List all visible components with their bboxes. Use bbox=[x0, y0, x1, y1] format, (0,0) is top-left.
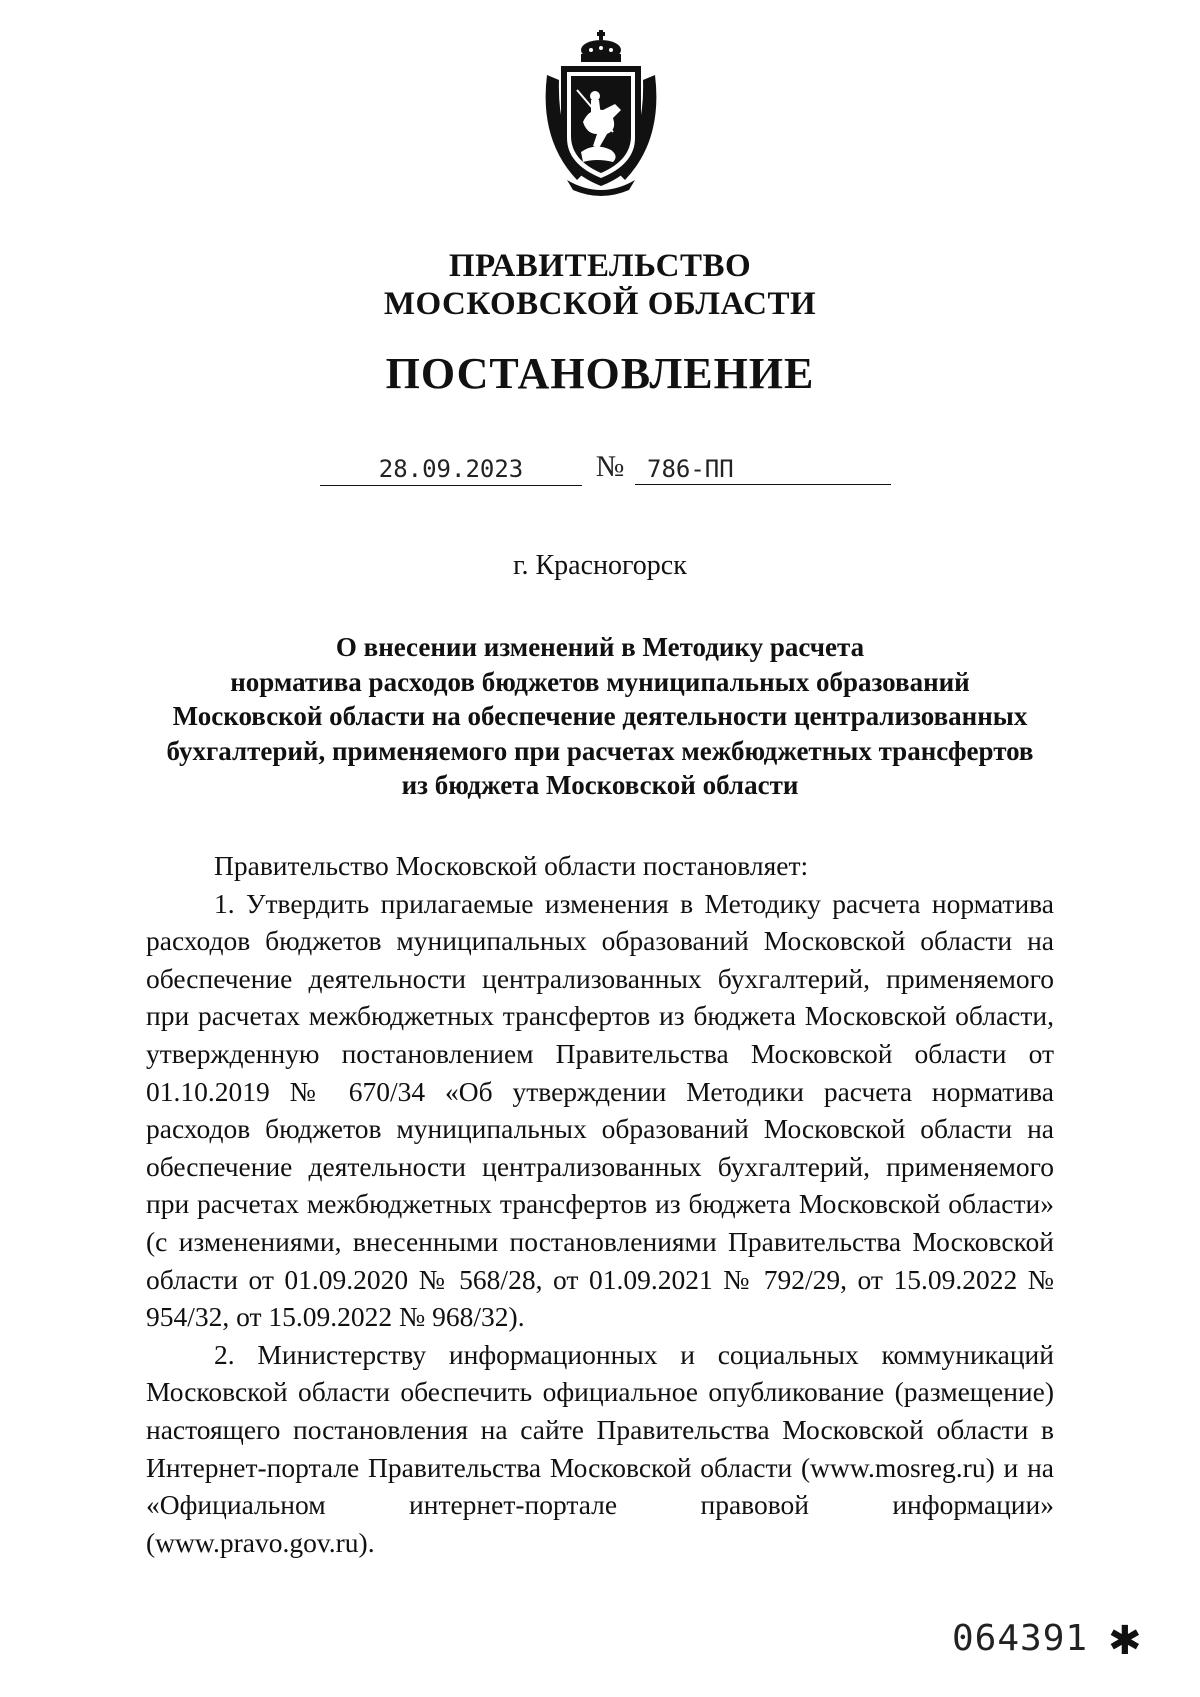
serial-asterisk-icon: ✱ bbox=[1108, 1618, 1142, 1664]
document-type-heading: ПОСТАНОВЛЕНИЕ bbox=[385, 349, 815, 398]
city-of-issue: г. Красногорск bbox=[513, 550, 687, 581]
document-subject bbox=[150, 630, 1050, 803]
document-date: 28.09.2023 bbox=[320, 455, 582, 486]
subject-line: бухгалтерий, применяемого при расчетах межбюджетных трансфертов bbox=[166, 735, 1034, 766]
resolution-intro: Правительство Московской области постановляет: bbox=[214, 850, 809, 881]
paragraph-2: 2. Министерству информационных и социальных коммуникаций Московской области обеспечить официальное опубликование (размещение) настоящего постановления на сайте Правительства Московской области в Интернет-портале Правительства Московской области (www.mosreg.ru) и на «Официальном интернет-портале правовой информации» (www.pravo.gov.ru). bbox=[146, 1338, 1054, 1558]
document-body bbox=[146, 847, 1054, 1561]
subject-line: Московской области на обеспечение деятельности централизованных bbox=[172, 701, 1028, 731]
subject-line: из бюджета Московской области bbox=[401, 770, 799, 800]
subject-line: норматива расходов бюджетов муниципальных образований bbox=[230, 666, 970, 697]
serial-number: 064391 bbox=[952, 1618, 1089, 1659]
coat-of-arms-icon bbox=[537, 30, 665, 198]
number-sign: № bbox=[595, 450, 625, 483]
paragraph-1: 1. Утвердить прилагаемые изменения в Методику расчета норматива расходов бюджетов муниципальных образований Московской области на обеспечение деятельности централизованных бухгалтерий, применяемого при расчетах межбюджетных трансфертов из бюджета Московской области, утвержденную постановлением Правительства Московской области от 01.10.2019 № 670/34 «Об утверждении Методики расчета норматива расходов бюджетов муниципальных образований Московской области на обеспечение деятельности централизованных бухгалтерий, применяемого при расчетах межбюджетных трансфертов из бюджета Московской области» (с изменениями, внесенными постановлениями Правительства Московской области от 01.09.2020 № 568/28, от 01.09.2021 № 792/29, от 15.09.2022 № 954/32, от 15.09.2022 № 968/32). bbox=[146, 887, 1054, 1333]
government-title-line2: МОСКОВСКОЙ ОБЛАСТИ bbox=[383, 286, 817, 322]
subject-line: О внесении изменений в Методику расчета bbox=[335, 632, 865, 662]
government-title-line1: ПРАВИТЕЛЬСТВО bbox=[448, 248, 752, 284]
document-number: 786-ПП bbox=[635, 455, 891, 485]
